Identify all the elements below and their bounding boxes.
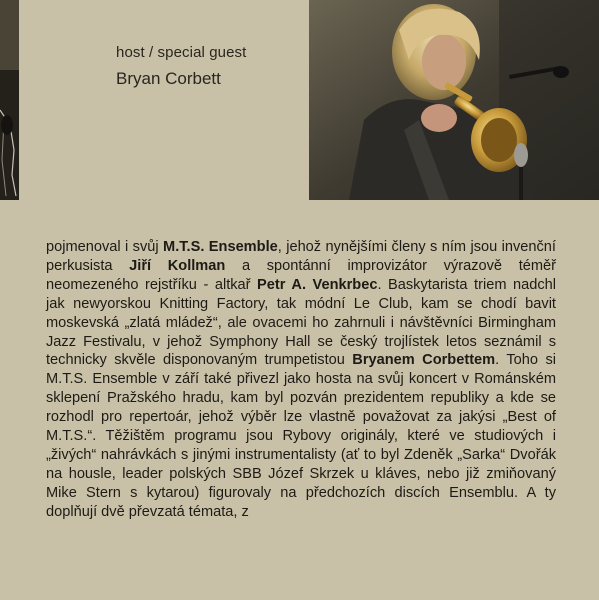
bold-name: M.T.S. Ensemble — [163, 239, 278, 255]
bold-name: Petr A. Venkrbec — [257, 276, 378, 293]
bold-name: Bryanem Corbettem — [352, 352, 496, 369]
paragraph-text — [46, 238, 556, 522]
text-segment: a spontánní improvizátor výrazově téměř neomezeného rejstříku - altkař — [46, 257, 556, 293]
body-paragraph — [46, 238, 556, 522]
text-segment: , jehož nynějšími členy s ním jsou invenční perkusista — [46, 239, 556, 274]
caption-name: Bryan Corbett — [116, 69, 221, 88]
text-segment: . Toho si M.T.S. Ensemble v září také přivezl jako hosta na svůj koncert v Románském sklepení Pražského hradu, kam byl pozván prezidentem republiky a kde se rozhodl pro repertoár, jehož výběr lze vlastně považovat za jakýsi „Best of M.T.S.“. Těžištěm programu jsou Rybovy originály, které ve studiových i „živých“ nahrávkách s jinými instrumentalisty (ať to byl Zdeněk „Sarka“ Dvořák na housle, leader polských SBB Józef Skrzek u kláves, nebo již zmiňovaný Mike Stern s kytarou) figurovaly na předchozích discích Ensemblu. A ty doplňují dvě převzatá témata, z — [46, 352, 556, 520]
text-segment: . Baskytarista triem nadchl jak newyorskou Knitting Factory, tak módní Le Club, kam se chodí bavit moskevská „zlatá mládež“, ale ovacemi ho zahrnuli i návštěvníci Birmingham Jazz Festivalu, v jehož Symphony Hall se český trojlístek letos seznámil s technicky skvěle disponovaným trumpetistou — [46, 276, 556, 369]
bold-name: Jiří Kollman — [129, 257, 226, 274]
trumpet-player-photo — [309, 0, 599, 200]
caption-role: host / special guest — [116, 44, 247, 61]
photo-caption — [116, 44, 246, 89]
left-photo-fragment — [0, 0, 19, 200]
text-segment: pojmenoval i svůj — [46, 239, 164, 255]
